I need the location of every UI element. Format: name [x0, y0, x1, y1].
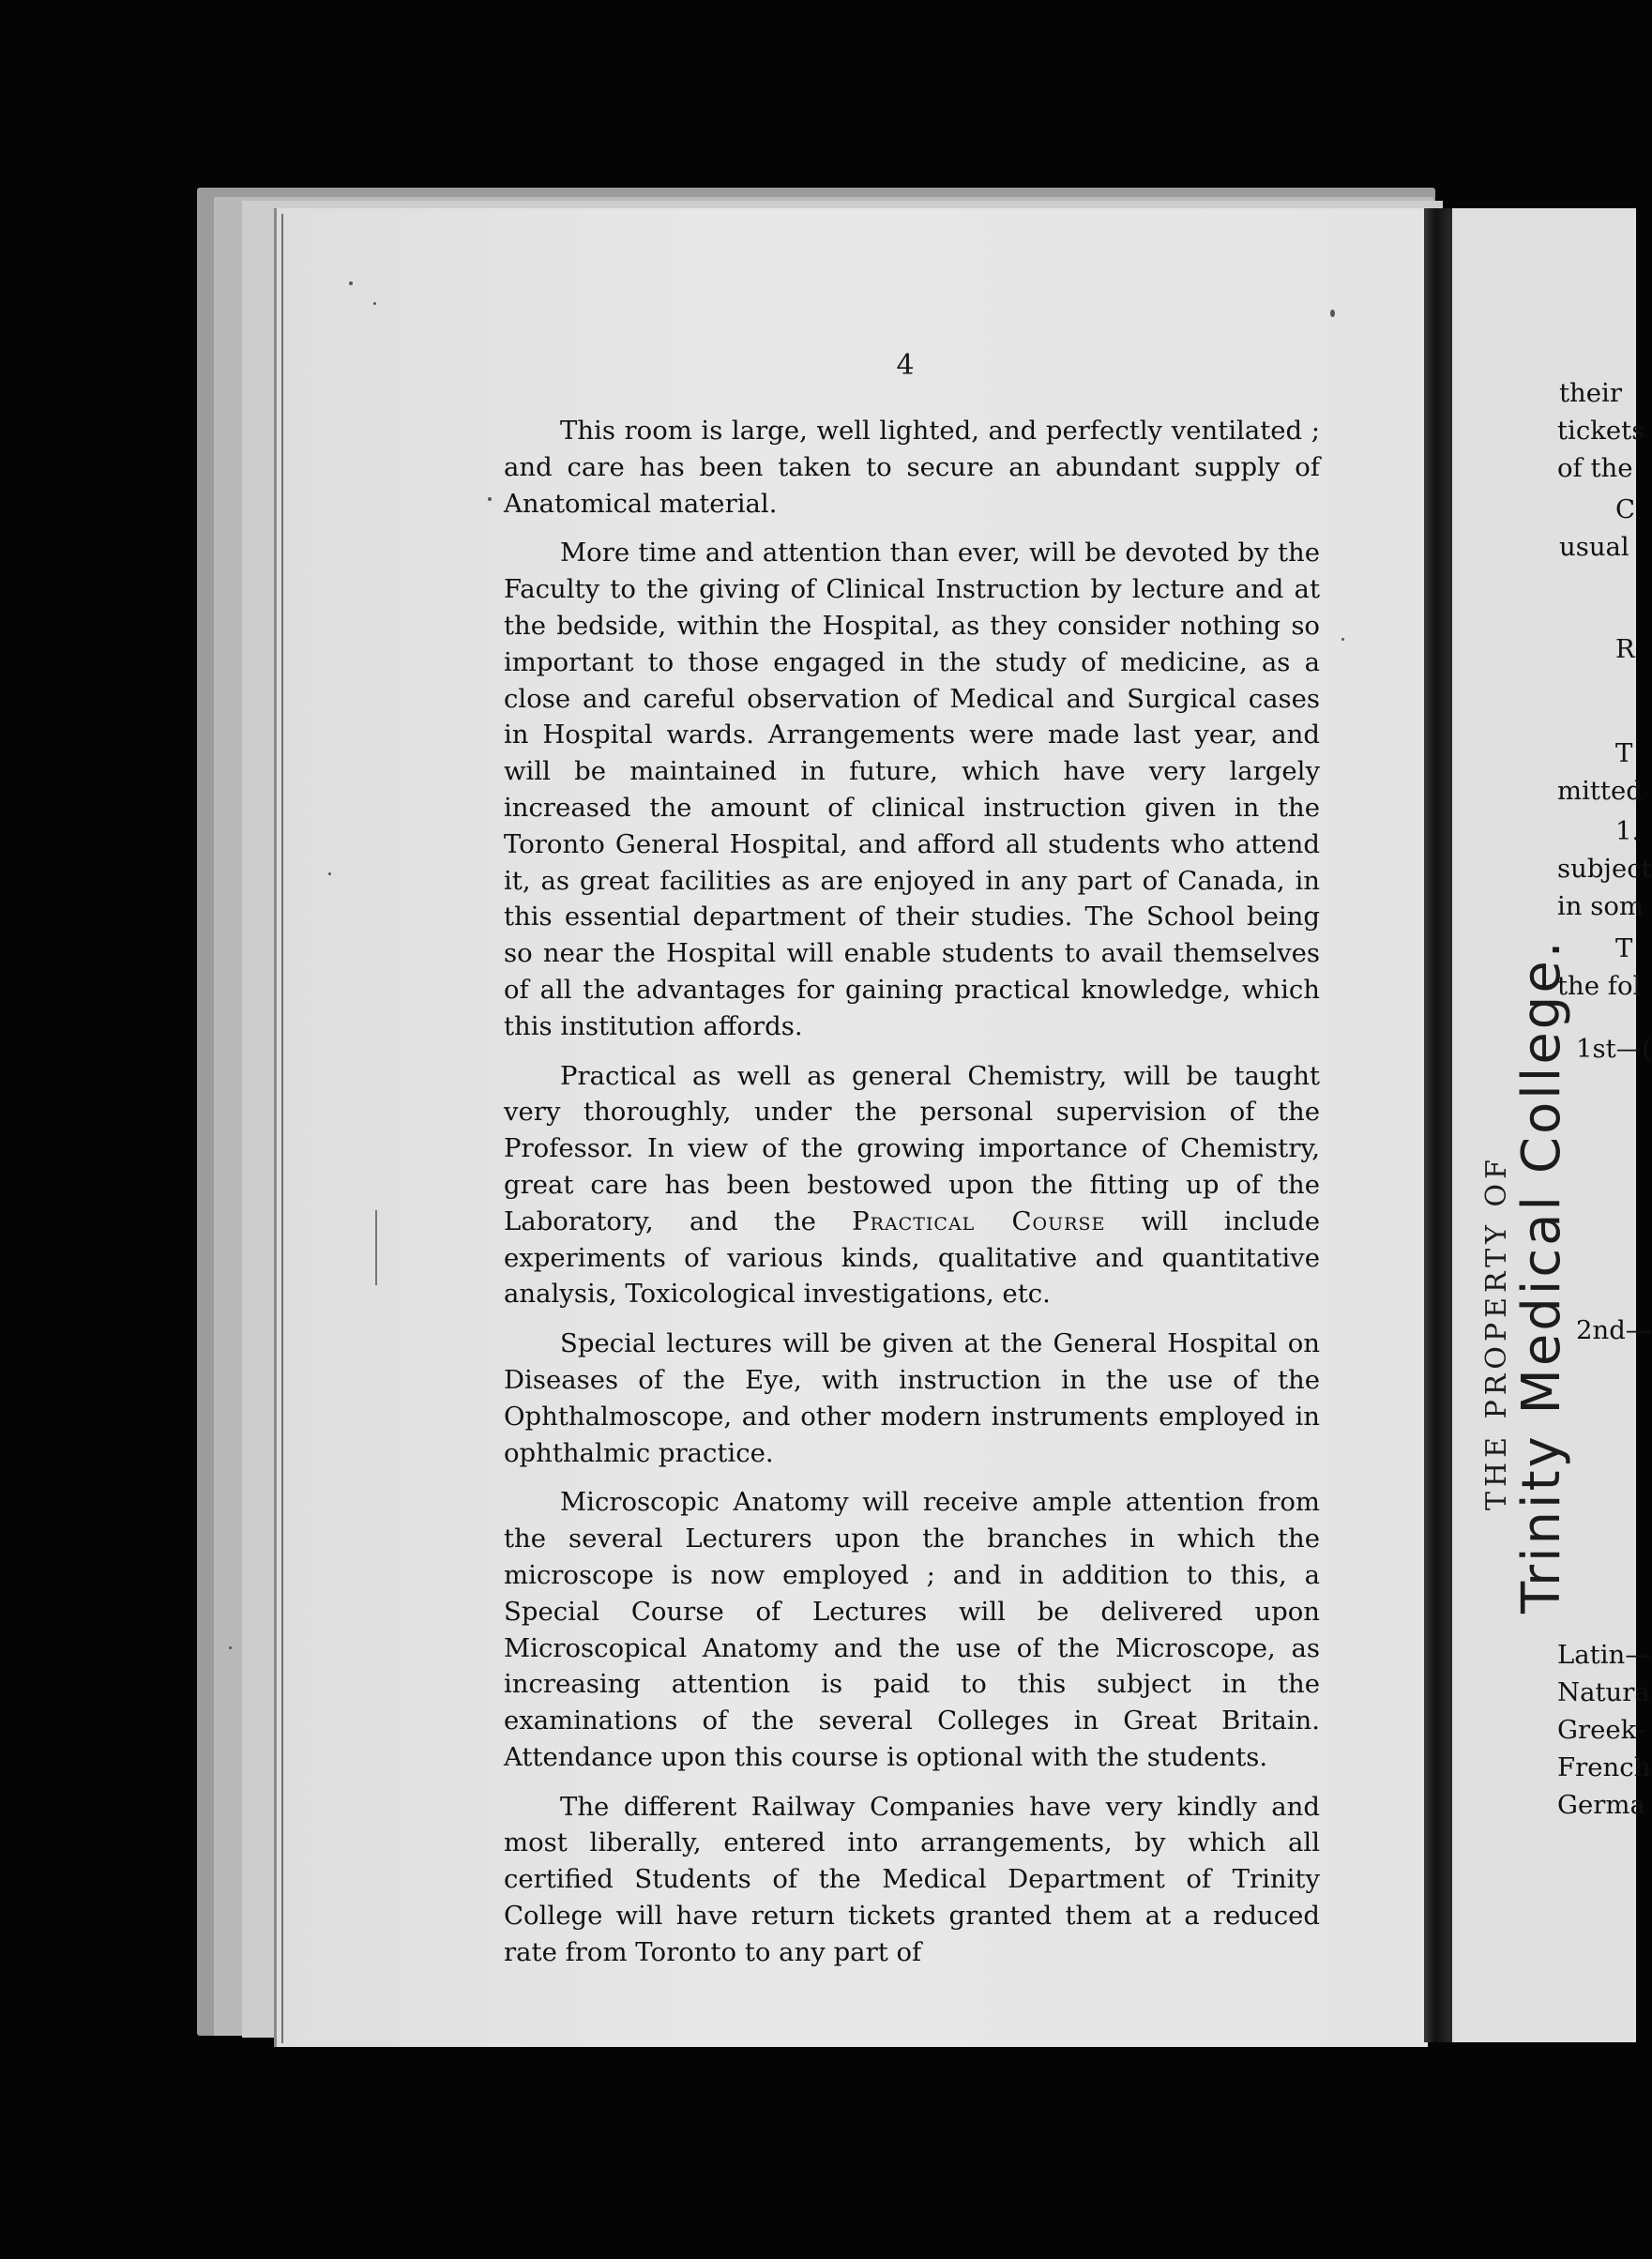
paragraph-microscopic-anatomy: Microscopic Anatomy will receive ample attention from the several Lecturers upon the branches in which the microscope is now employed ; and in addition to this, a Special Course of Lectures will be delivered upon Microscopical Anatomy and the use of the Microscope, as increasing attention is paid to this subject in the examinations of the several Colleges in Great Britain. Attendance upon this course is optional with the students. [504, 1487, 1320, 1772]
paragraph-chemistry [504, 1058, 1320, 1313]
page-number: 4 [896, 349, 915, 382]
stamp-college-name: Trinity Medical College. [1511, 938, 1572, 1614]
right-page-fragment: the fol [1557, 971, 1642, 1001]
right-page-fragment: Greek- [1557, 1715, 1645, 1745]
right-page-fragment: T [1615, 738, 1633, 768]
right-page-fragment: Germa [1557, 1790, 1645, 1820]
right-page-fragment: tickets [1557, 416, 1645, 446]
right-page-fragment: of the [1557, 453, 1633, 483]
chemistry-text-end: will include experiments of various kinds, qualitative and quantitative analysis, Toxicological investigations, etc. [504, 1205, 1320, 1310]
book-gutter [1424, 208, 1452, 2042]
library-ownership-stamp [1480, 938, 1572, 1651]
right-page-fragment: their [1559, 378, 1622, 408]
stamp-property-text: THE PROPERTY OF [1480, 1155, 1513, 1510]
page-border-line [281, 214, 283, 2043]
paragraph-clinical-instruction: More time and attention than ever, will be devoted by the Faculty to the giving of Clinical Instruction by lecture and at the bedside, within the Hospital, as they consider nothing so important to those engaged in the study of medicine, as a close and careful observation of Medical and Surgical cases in Hospital wards. Arrangements were made last year, and will be maintained in future, which have very largely increased the amount of clinical instruction given in the Toronto General Hospital, and afford all students who attend it, as great facilities as are enjoyed in any part of Canada, in this essential department of their studies. The School being so near the Hospital will enable students to avail themselves of all the advantages for gaining practical knowledge, which this institution affords. [504, 538, 1320, 1041]
right-page-fragment: R [1615, 634, 1635, 664]
right-page-fragment: Natura [1557, 1677, 1650, 1707]
paragraph-railway: The different Railway Companies have very kindly and most liberally, entered into arrangements, by which all certified Students of the Medical Department of Trinity College will have return tickets granted them at a reduced rate from Toronto to any part of [504, 1791, 1320, 1967]
right-page-fragment: 2nd— [1576, 1315, 1652, 1345]
page-speck [229, 1646, 232, 1649]
page-speck [488, 497, 492, 501]
right-page-fragment: 1st—( [1576, 1034, 1652, 1064]
right-page-fragment: subject [1557, 854, 1652, 884]
right-page-fragment: French [1557, 1752, 1651, 1782]
right-page-fragment: mitted [1557, 776, 1643, 806]
page-speck [328, 872, 331, 875]
page-speck [373, 302, 376, 305]
right-page-fragment: in som [1557, 891, 1644, 921]
practical-course-smallcaps: Practical Course [852, 1205, 1106, 1236]
page-speck [1330, 310, 1335, 317]
right-page-fragment: C [1615, 494, 1636, 524]
page-speck [349, 281, 353, 285]
page-body-text [504, 413, 1320, 1984]
chemistry-text-start: Practical as well as general Chemistry, will be taught very thoroughly, under the personal supervision of the Professor. In view of the growing importance of Chemistry, great care has been bestowed upon the fitting up of the Laboratory, and the [504, 1060, 1320, 1236]
right-page-fragment: 1. [1615, 816, 1641, 846]
right-page-fragment: T [1615, 933, 1633, 963]
right-page-fragment: Latin— [1557, 1640, 1651, 1670]
right-page-fragment: usual [1559, 532, 1629, 562]
page-mark-line [375, 1210, 377, 1285]
paragraph-eye-lectures: Special lectures will be given at the General Hospital on Diseases of the Eye, with instruction in the use of the Ophthalmoscope, and other modern instruments employed in ophthalmic practice. [504, 1328, 1320, 1468]
page-speck [1341, 638, 1344, 641]
paragraph-dissecting-room: This room is large, well lighted, and perfectly ventilated ; and care has been taken to secure an abundant supply of Anatomical material. [504, 416, 1320, 519]
